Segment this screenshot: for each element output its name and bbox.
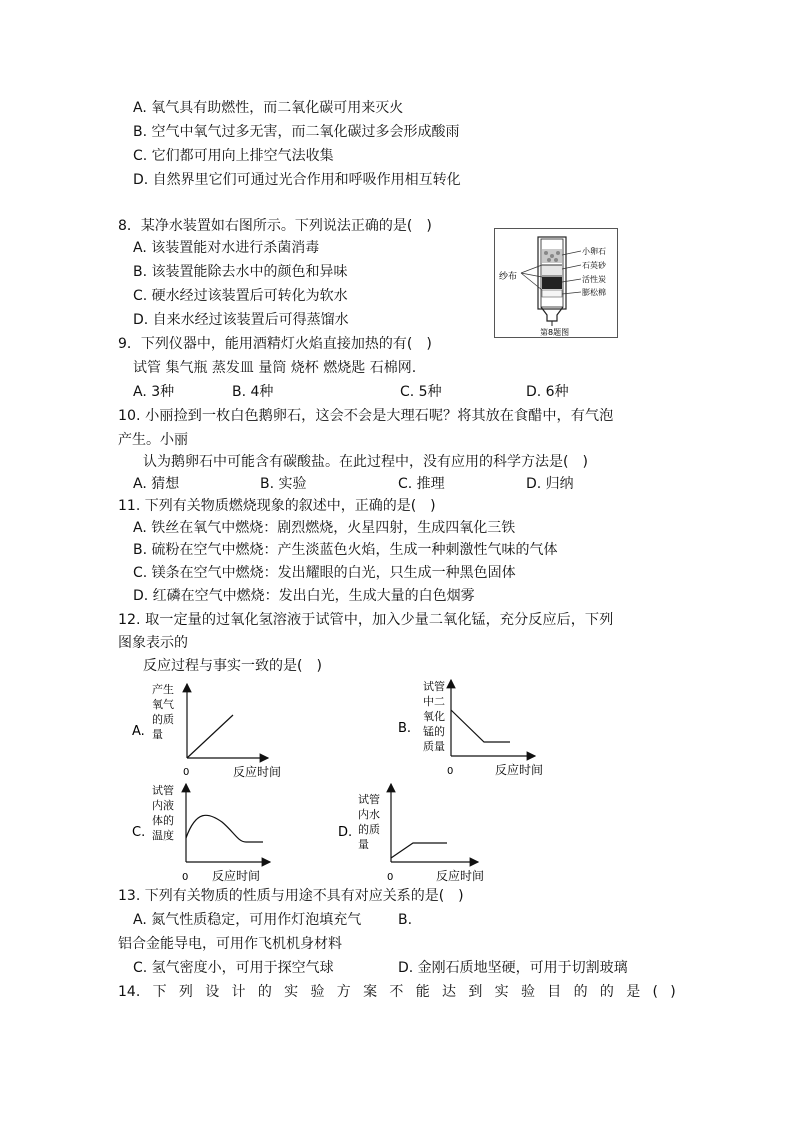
q14-char: 的	[257, 984, 272, 1000]
gauze-label: 纱布	[499, 272, 518, 282]
q14-char: 列	[178, 984, 193, 1000]
layer-label-pebbles: 小卵石	[582, 247, 606, 256]
graph-c-curve	[186, 815, 263, 842]
q9-option-c: C. 5种	[400, 384, 442, 400]
graph-d-ylabel-2: 内水	[358, 808, 380, 821]
q7-option-b: B. 空气中氧气过多无害，而二氧化碳过多会形成酸雨	[133, 124, 460, 140]
graph-c-origin: 0	[182, 872, 189, 883]
layer-label-sand: 石英砂	[582, 261, 606, 270]
layer-label-carbon: 活性炭	[582, 275, 606, 284]
q14-char: 方	[336, 984, 351, 1000]
q13-option-b-text: 铝合金能导电，可用作飞机机身材料	[118, 936, 342, 952]
graph-b-curve	[451, 710, 510, 742]
graph-b-origin: 0	[447, 766, 454, 777]
q7-option-c: C. 它们都可用向上排空气法收集	[133, 148, 334, 164]
q14-char: 实	[494, 984, 509, 1000]
graph-a-ylabel-4: 量	[152, 728, 163, 741]
q8-stem: 8．某净水装置如右图所示。下列说法正确的是( )	[118, 218, 432, 234]
graph-c-ylabel-1: 试管	[152, 784, 174, 797]
figure-caption: 第8题图	[540, 328, 570, 337]
q14-char: 下	[152, 984, 167, 1000]
graph-d-origin: 0	[387, 872, 394, 883]
q10-option-c: C. 推理	[398, 476, 445, 492]
graph-d	[338, 784, 484, 883]
q14-char: 设	[205, 984, 220, 1000]
graph-b-xlabel: 反应时间	[495, 763, 544, 777]
q14-char: 的	[573, 984, 588, 1000]
graph-b-ylabel-5: 质量	[423, 740, 445, 753]
q8-option-b: B. 该装置能除去水中的颜色和异味	[133, 264, 348, 280]
q14-char: (	[652, 984, 658, 1000]
graph-d-curve	[391, 843, 447, 858]
layer-label-cotton: 膨松棉	[582, 288, 606, 297]
q14-char: 目	[547, 984, 562, 1000]
q10-option-d: D. 归纳	[526, 476, 574, 492]
q14-char: 的	[599, 984, 614, 1000]
q14-char: 实	[284, 984, 299, 1000]
graph-d-ylabel-1: 试管	[358, 793, 380, 806]
q10-stem-line1: 10. 小丽捡到一枚白色鹅卵石，这会不会是大理石呢？将其放在食醋中，有气泡	[118, 408, 614, 424]
q14-char: 能	[415, 984, 430, 1000]
q13-option-a: A. 氮气性质稳定，可用作灯泡填充气	[133, 912, 362, 928]
q14-char: 是	[626, 984, 641, 1000]
q14-char: 计	[231, 984, 246, 1000]
q14-stem	[118, 982, 676, 1002]
graph-a	[132, 682, 281, 779]
graph-a-origin: 0	[183, 767, 190, 778]
q11-option-d: D. 红磷在空气中燃烧：发出白光，生成大量的白色烟雾	[133, 588, 475, 604]
graph-c-xlabel: 反应时间	[212, 869, 261, 883]
q14-char: 达	[442, 984, 457, 1000]
q10-stem-line3: 认为鹅卵石中可能含有碳酸盐。在此过程中，没有应用的科学方法是( )	[143, 454, 588, 470]
graph-b-ylabel-3: 氧化	[423, 710, 445, 723]
graph-d-ylabel-4: 量	[358, 838, 369, 851]
q8-option-d: D. 自来水经过该装置后可得蒸馏水	[133, 312, 349, 328]
q14-char: 案	[363, 984, 378, 1000]
q12-stem-line2: 图象表示的	[118, 635, 188, 651]
q9-option-d: D. 6种	[526, 384, 569, 400]
q12-stem-line3: 反应过程与事实一致的是( )	[143, 658, 322, 674]
q7-option-d: D. 自然界里它们可通过光合作用和呼吸作用相互转化	[133, 172, 461, 188]
graph-b-ylabel-2: 中二	[423, 695, 445, 708]
graph-b-ylabel-1: 试管	[423, 680, 445, 693]
q8-option-c: C. 硬水经过该装置后可转化为软水	[133, 288, 348, 304]
q14-char: 不	[389, 984, 404, 1000]
graph-a-ylabel-2: 氧气	[152, 698, 174, 711]
q8-option-a: A. 该装置能对水进行杀菌消毒	[133, 240, 320, 256]
q10-stem-line2: 产生。小丽	[118, 432, 188, 448]
q9-option-b: B. 4种	[232, 384, 274, 400]
q11-option-b: B. 硫粉在空气中燃烧：产生淡蓝色火焰，生成一种刺激性气味的气体	[133, 542, 558, 558]
graph-a-curve	[187, 715, 233, 758]
q9-items: 试管 集气瓶 蒸发皿 量筒 烧杯 燃烧匙 石棉网.	[133, 360, 417, 376]
q13-option-d: D. 金刚石质地坚硬，可用于切割玻璃	[398, 960, 628, 976]
graph-d-ylabel-3: 的质	[358, 823, 380, 836]
q10-option-b: B. 实验	[260, 476, 307, 492]
graph-c-ylabel-3: 体的	[152, 814, 174, 827]
graph-a-xlabel: 反应时间	[233, 765, 282, 779]
graph-c-letter: C.	[132, 825, 146, 840]
q14-char: )	[670, 984, 676, 1000]
q9-stem: 9．下列仪器中，能用酒精灯火焰直接加热的有( )	[118, 336, 432, 352]
q13-option-b-label: B.	[398, 912, 413, 928]
q10-option-a: A. 猜想	[133, 476, 180, 492]
graph-d-xlabel: 反应时间	[436, 869, 485, 883]
graph-c	[132, 783, 270, 883]
graph-c-ylabel-2: 内液	[152, 799, 174, 812]
q14-char: 14.	[118, 984, 141, 1000]
q14-char: 验	[310, 984, 325, 1000]
q11-stem: 11. 下列有关物质燃烧现象的叙述中，正确的是( )	[118, 498, 436, 514]
graph-a-ylabel-1: 产生	[152, 683, 174, 696]
graph-c-ylabel-4: 温度	[152, 829, 174, 842]
q14-char: 到	[468, 984, 483, 1000]
q12-stem-line1: 12. 取一定量的过氧化氢溶液于试管中，加入少量二氧化锰，充分反应后，下列	[118, 612, 614, 628]
q11-option-a: A. 铁丝在氧气中燃烧：剧烈燃烧，火星四射，生成四氧化三铁	[133, 520, 516, 536]
q14-char: 验	[520, 984, 535, 1000]
graph-b-letter: B.	[398, 721, 412, 736]
q9-option-a: A. 3种	[133, 384, 175, 400]
graph-a-ylabel-3: 的质	[152, 713, 174, 726]
q11-option-c: C. 镁条在空气中燃烧：发出耀眼的白光，只生成一种黑色固体	[133, 565, 516, 581]
graph-b	[398, 679, 543, 777]
q13-stem: 13. 下列有关物质的性质与用途不具有对应关系的是( )	[118, 888, 464, 904]
q13-option-c: C. 氢气密度小，可用于探空气球	[133, 960, 334, 976]
graph-b-ylabel-4: 锰的	[423, 725, 445, 738]
graph-d-letter: D.	[338, 825, 353, 840]
q7-option-a: A. 氧气具有助燃性，而二氧化碳可用来灭火	[133, 100, 404, 116]
graph-a-letter: A.	[132, 724, 145, 739]
